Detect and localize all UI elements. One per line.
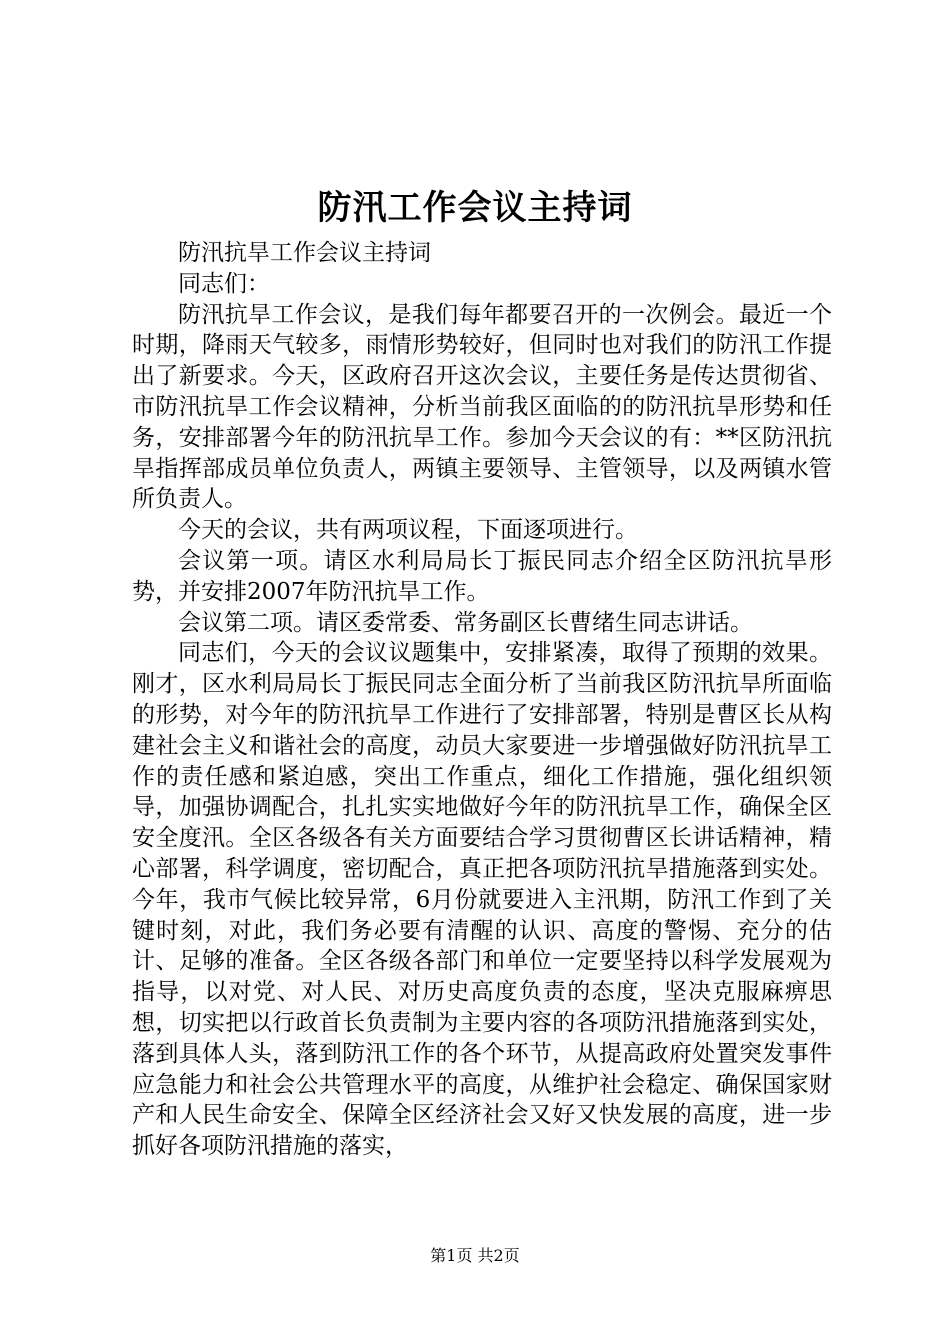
document-title: 防汛工作会议主持词 <box>317 188 633 228</box>
salutation-paragraph: 同志们： <box>178 270 270 297</box>
body-paragraph: 会议第一项。请区水利局局长丁振民同志介绍全区防汛抗旱形势，并安排2007年防汛抗旱工作。 <box>132 547 832 605</box>
page-number-footer: 第1页 共2页 <box>430 1246 520 1265</box>
document-body <box>132 238 832 1162</box>
body-paragraph: 今天的会议，共有两项议程，下面逐项进行。 <box>178 517 638 544</box>
body-paragraph: 防汛抗旱工作会议，是我们每年都要召开的一次例会。最近一个时期，降雨天气较多，雨情形势较好，但同时也对我们的防汛工作提出了新要求。今天，区政府召开这次会议，主要任务是传达贯彻省、市防汛抗旱工作会议精神，分析当前我区面临的的防汛抗旱形势和任务，安排部署今年的防汛抗旱工作。参加今天会议的有：**区防汛抗旱指挥部成员单位负责人，两镇主要领导、主管领导，以及两镇水管所负责人。 <box>132 301 832 513</box>
body-paragraph: 同志们，今天的会议议题集中，安排紧凑，取得了预期的效果。刚才，区水利局局长丁振民同志全面分析了当前我区防汛抗旱所面临的形势，对今年的防汛抗旱工作进行了安排部署，特别是曹区长从构建社会主义和谐社会的高度，动员大家要进一步增强做好防汛抗旱工作的责任感和紧迫感，突出工作重点，细化工作措施，强化组织领导，加强协调配合，扎扎实实地做好今年的防汛抗旱工作，确保全区安全度汛。全区各级各有关方面要结合学习贯彻曹区长讲话精神，精心部署，科学调度，密切配合，真正把各项防汛抗旱措施落到实处。今年，我市气候比较异常，6月份就要进入主汛期，防汛工作到了关键时刻，对此，我们务必要有清醒的认识、高度的警惕、充分的估计、足够的准备。全区各级各部门和单位一定要坚持以科学发展观为指导，以对党、对人民、对历史高度负责的态度，坚决克服麻痹思想，切实把以行政首长负责制为主要内容的各项防汛措施落到实处，落到具体人头，落到防汛工作的各个环节，从提高政府处置突发事件应急能力和社会公共管理水平的高度，从维护社会稳定、确保国家财产和人民生命安全、保障全区经济社会又好又快发展的高度，进一步抓好各项防汛措施的落实， <box>132 640 832 1160</box>
body-paragraph: 会议第二项。请区委常委、常务副区长曹绪生同志讲话。 <box>178 609 753 636</box>
subtitle-paragraph: 防汛抗旱工作会议主持词 <box>178 240 431 266</box>
